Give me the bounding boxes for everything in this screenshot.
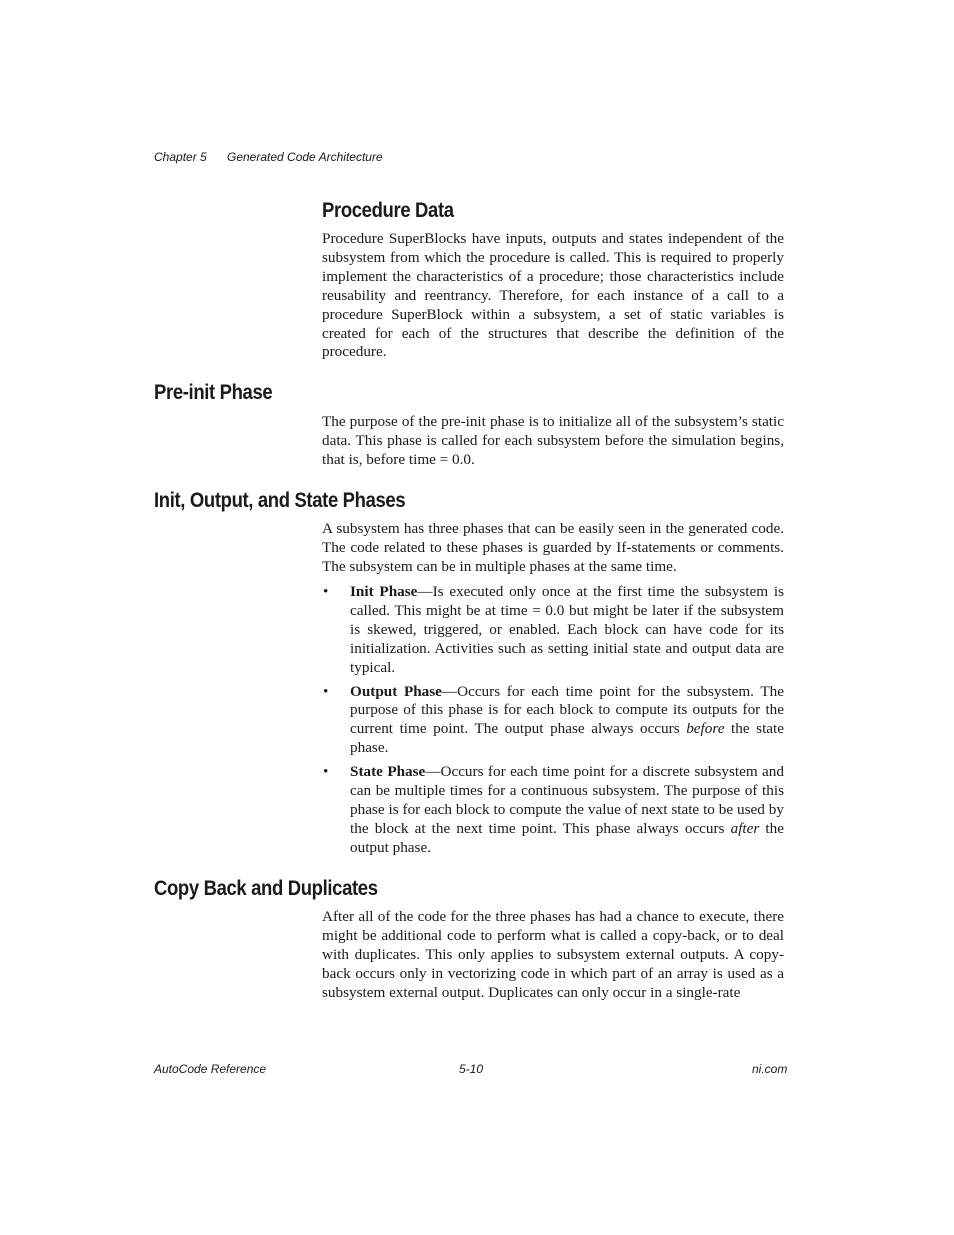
heading-copy-back: Copy Back and Duplicates [154, 877, 378, 900]
running-header-title: Generated Code Architecture [227, 150, 383, 164]
list-item-state-phase [322, 763, 784, 858]
emphasis-before: before [686, 720, 725, 738]
heading-init-output-state: Init, Output, and State Phases [154, 489, 406, 512]
bullet-glyph: • [323, 682, 329, 700]
phase-list [322, 583, 784, 863]
list-item-init-phase [322, 583, 784, 678]
term-init-phase: Init Phase [350, 583, 418, 600]
emphasis-after: after [730, 819, 760, 837]
bullet-glyph: • [323, 583, 329, 600]
paragraph-procedure-data: Procedure SuperBlocks have inputs, outputs and states independent of the subsystem from which the procedure is called. This is required to properly implement the characteristics of a procedure; those characteristics include reusability and reentrancy. Therefore, for each instance of a call to a procedure SuperBlock within a subsystem, a set of static variables is created for each of the structures that describe the definition of the procedure. [322, 230, 784, 361]
list-item-output-phase [322, 683, 784, 759]
footer-document-title: AutoCode Reference [154, 1062, 267, 1076]
paragraph-preinit-phase: The purpose of the pre-init phase is to initialize all of the subsystem’s static data. This phase is called for each subsystem before the simulation begins, that is, before time = 0.0. [322, 413, 784, 468]
footer-page-number: 5-10 [459, 1062, 484, 1076]
term-output-phase: Output Phase [350, 682, 442, 700]
desc-output-phase: —Occurs for each time point for the subsystem. The purpose of this phase is for each block to compute its outputs for the current time point. The output phase always occurs [350, 682, 784, 738]
paragraph-phases-intro: A subsystem has three phases that can be easily seen in the generated code. The code related to these phases is guarded by If-statements or comments. The subsystem can be in multiple phases at the same time. [322, 520, 784, 575]
desc-output-phase-end: the state phase. [350, 720, 784, 757]
bullet-glyph: • [323, 763, 329, 781]
heading-preinit-phase: Pre-init Phase [154, 381, 273, 404]
heading-procedure-data: Procedure Data [322, 199, 454, 222]
running-header-chapter: Chapter 5 [154, 150, 207, 164]
footer-website: ni.com [752, 1062, 788, 1076]
paragraph-copy-back: After all of the code for the three phases has had a chance to execute, there might be additional code to perform what is called a copy-back, or to deal with duplicates. This only applies to subsystem external outputs. A copy-back occurs only in vectorizing code in which part of an array is used as a subsystem external output. Duplicates can only occur in a single-rate [322, 908, 784, 1001]
desc-state-phase-end: the output phase. [350, 819, 784, 856]
desc-state-phase: —Occurs for each time point for a discrete subsystem and can be multiple times for a continuous subsystem. The purpose of this phase is for each block to compute the value of next state to be used by the block at the next time point. This phase always occurs [350, 763, 784, 837]
desc-init-phase: —Is executed only once at the first time the subsystem is called. This might be at time = 0.0 but might be later if the subsystem is skewed, triggered, or enabled. Each block can have code for its initialization. Activities such as setting initial state and output data are typical. [350, 583, 784, 676]
term-state-phase: State Phase [350, 763, 426, 781]
